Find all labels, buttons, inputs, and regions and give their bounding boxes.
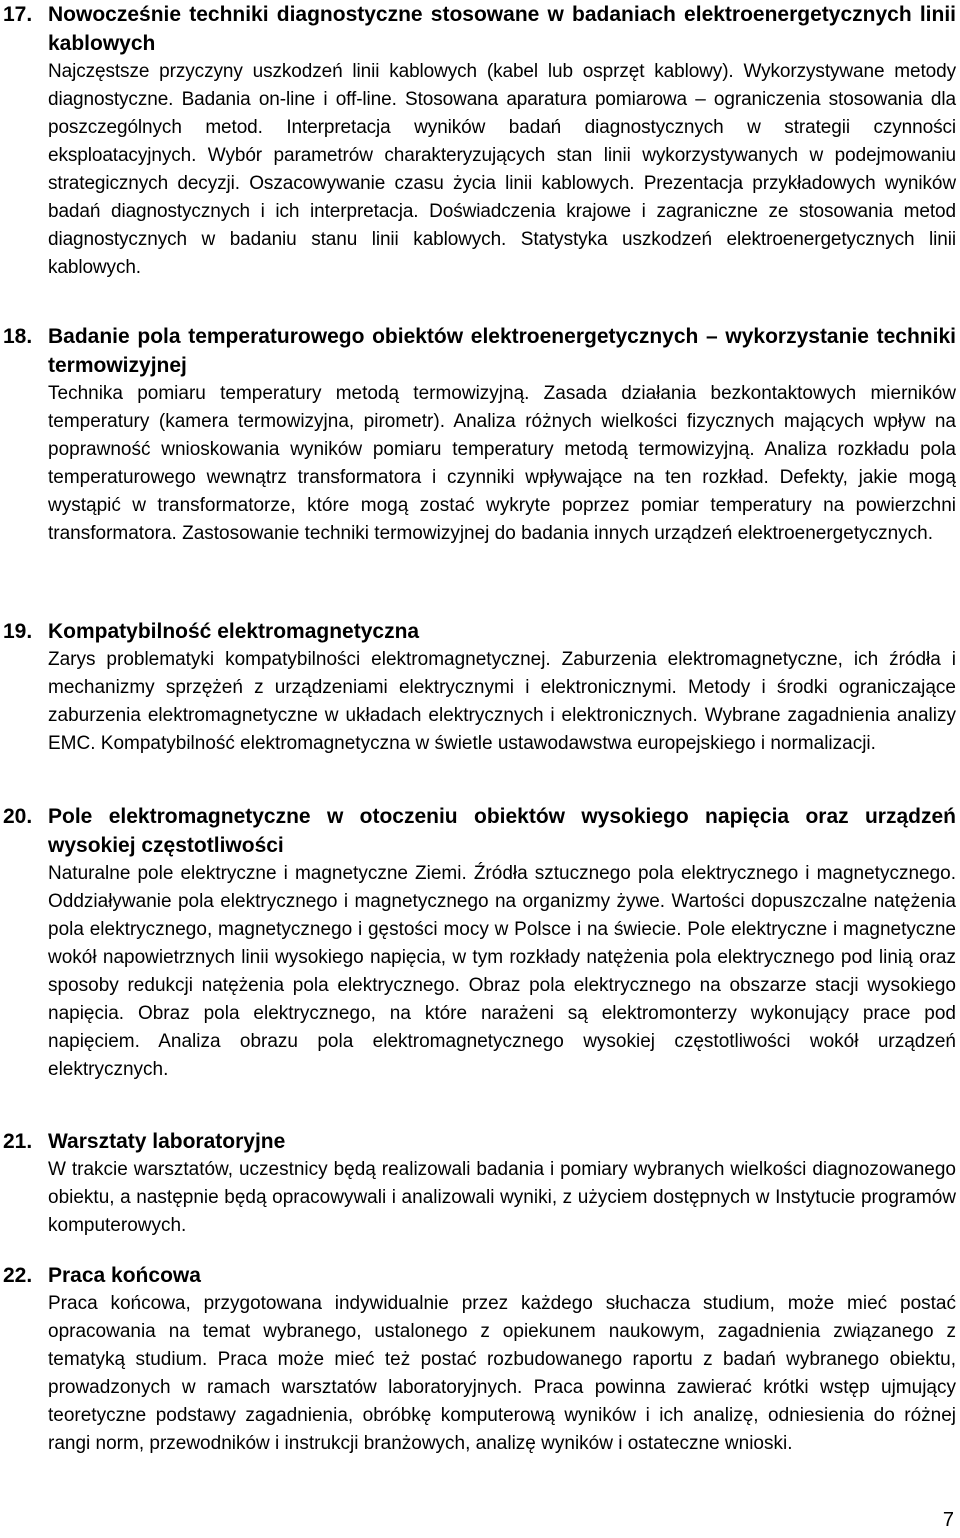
section-21 xyxy=(0,1127,960,1240)
section-17 xyxy=(0,0,960,282)
section-18 xyxy=(0,322,960,548)
section-number: 21. xyxy=(3,1130,33,1153)
section-heading xyxy=(0,802,956,860)
section-body: Praca końcowa, przygotowana indywidualnie przez każdego słuchacza studium, może mieć postać opracowania na temat wybranego, ustalonego z opiekunem naukowym, zagadnienia związanego z tematyką studium. Praca może mieć też postać rozbudowanego raportu z badań wybranego obiektu, prowadzonych w ramach warsztatów laboratoryjnych. Praca powinna zawierać krótki wstęp ujmujący teoretyczne podstawy zagadnienia, obróbkę komputerową wyników i ich analizę, odniesienia do różnej rangi norm, przewodników i instrukcji branżowych, analizę wyników i ostateczne wnioski. xyxy=(48,1293,956,1454)
section-body: W trakcie warsztatów, uczestnicy będą realizowali badania i pomiary wybranych wielkości diagnozowanego obiektu, a następnie będą opracowywali i analizowali wyniki, z użyciem dostępnych w Instytucie programów komputerowych. xyxy=(48,1159,956,1236)
section-title: Kompatybilność elektromagnetyczna xyxy=(48,620,420,643)
section-title: Warsztaty laboratoryjne xyxy=(48,1130,286,1153)
section-22 xyxy=(0,1261,960,1458)
section-20 xyxy=(0,802,960,1084)
section-number: 20. xyxy=(3,805,33,828)
section-body: Technika pomiaru temperatury metodą termowizyjną. Zasada działania bezkontaktowych mierników temperatury (kamera termowizyjna, pirometr). Analiza różnych wielkości fizycznych mających wpływ na poprawność wnioskowania wyników pomiaru temperatury metodą termowizyjną. Analiza rozkładu pola temperaturowego wewnątrz transformatora i czynniki wpływające na ten rozkład. Defekty, jakie mogą wystąpić w transformatorze, które mogą zostać wykryte poprzez pomiar temperatury na powierzchni transformatora. Zastosowanie techniki termowizyjnej do badania innych urządzeń elektroenergetycznych. xyxy=(48,383,956,544)
section-number: 18. xyxy=(3,325,33,348)
section-body: Najczęstsze przyczyny uszkodzeń linii kablowych (kabel lub osprzęt kablowy). Wykorzystywane metody diagnostyczne. Badania on-line i off-line. Stosowana aparatura pomiarowa – ograniczenia stosowania dla poszczególnych metod. Interpretacja wyników badań diagnostycznych w strategii czynności eksploatacyjnych. Wybór parametrów charakteryzujących stan linii wykorzystywanych w podejmowaniu strategicznych decyzji. Oszacowywanie czasu życia linii kablowych. Prezentacja przykładowych wyników badań diagnostycznych i ich interpretacja. Doświadczenia krajowe i zagraniczne ze stosowania metod diagnostycznych w badaniu stanu linii kablowych. Statystyka uszkodzeń elektroenergetycznych linii kablowych. xyxy=(48,61,956,278)
section-heading xyxy=(0,1261,956,1290)
section-title: Badanie pola temperaturowego obiektów elektroenergetycznych – wykorzystanie techniki termowizyjnej xyxy=(48,325,956,377)
section-title: Praca końcowa xyxy=(48,1264,201,1287)
section-19 xyxy=(0,617,960,758)
section-title: Pole elektromagnetyczne w otoczeniu obiektów wysokiego napięcia oraz urządzeń wysokiej częstotliwości xyxy=(48,805,956,857)
section-body: Naturalne pole elektryczne i magnetyczne Ziemi. Źródła sztucznego pola elektrycznego i magnetycznego. Oddziaływanie pola elektrycznego i magnetycznego na organizmy żywe. Wartości dopuszczalne natężenia pola elektrycznego, magnetycznego i gęstości mocy w Polsce i na świecie. Pole elektryczne i magnetyczne wokół napowietrznych linii wysokiego napięcia, w tym rozkłady natężenia pola elektrycznego pod linią oraz sposoby redukcji natężenia pola elektrycznego. Obraz pola elektrycznego na obszarze stacji wysokiego napięcia. Obraz pola elektrycznego, na które narażeni są elektromonterzy wykonujący prace pod napięciem. Analiza obrazu pola elektromagnetycznego wysokiej częstotliwości wokół urządzeń elektrycznych. xyxy=(48,863,956,1080)
section-number: 17. xyxy=(3,3,33,26)
section-title: Nowocześnie techniki diagnostyczne stosowane w badaniach elektroenergetycznych linii kablowych xyxy=(48,3,956,55)
section-heading xyxy=(0,617,956,646)
section-body: Zarys problematyki kompatybilności elektromagnetycznej. Zaburzenia elektromagnetyczne, ich źródła i mechanizmy sprzężeń z urządzeniami elektrycznymi i elektronicznymi. Metody i środki ograniczające zaburzenia elektromagnetyczne w układach elektrycznych i elektronicznych. Wybrane zagadnienia analizy EMC. Kompatybilność elektromagnetyczna w świetle ustawodawstwa europejskiego i normalizacji. xyxy=(48,649,956,754)
section-number: 19. xyxy=(3,620,33,643)
section-number: 22. xyxy=(3,1264,33,1287)
section-heading xyxy=(0,322,956,380)
section-heading xyxy=(0,1127,956,1156)
section-heading xyxy=(0,0,956,58)
page-number: 7 xyxy=(942,1509,954,1531)
